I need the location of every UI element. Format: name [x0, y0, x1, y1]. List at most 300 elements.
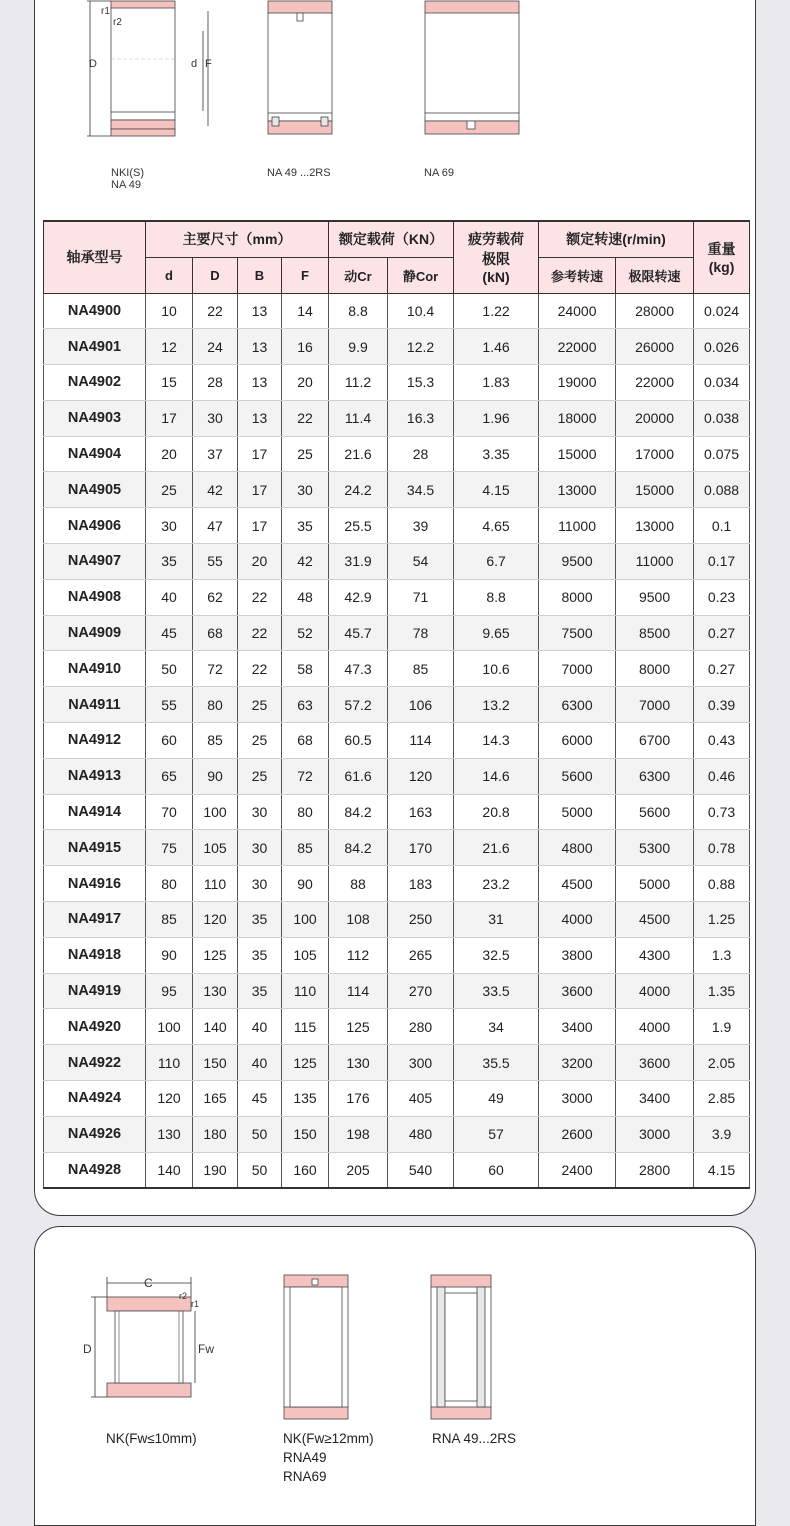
- table-cell: 130: [193, 973, 238, 1009]
- table-cell: 39: [388, 508, 454, 544]
- table-cell: 3400: [616, 1081, 694, 1117]
- table-cell: 8500: [616, 615, 694, 651]
- table-cell: 10.6: [454, 651, 539, 687]
- table-cell: 120: [146, 1081, 193, 1117]
- table-row: [44, 508, 750, 544]
- table-cell: 22: [238, 615, 282, 651]
- dim-D: D: [89, 58, 97, 70]
- table-cell: 1.9: [694, 1009, 750, 1045]
- table-cell: 10.4: [388, 293, 454, 329]
- table-cell: 90: [146, 937, 193, 973]
- table-cell: 9.9: [329, 329, 388, 365]
- header-main-dims: 主要尺寸（mm）: [146, 221, 329, 257]
- table-cell: 21.6: [329, 436, 388, 472]
- table-cell: 2.85: [694, 1081, 750, 1117]
- table-cell: 8000: [539, 579, 616, 615]
- table-cell: 90: [282, 866, 329, 902]
- table-row: [44, 329, 750, 365]
- dim-d: d: [191, 58, 198, 70]
- table-cell: 16.3: [388, 400, 454, 436]
- table-cell: 14.6: [454, 758, 539, 794]
- table-cell: 80: [193, 687, 238, 723]
- table-cell: 205: [329, 1152, 388, 1188]
- table-cell: 35: [238, 937, 282, 973]
- table-cell: 0.88: [694, 866, 750, 902]
- table-cell: 60: [146, 723, 193, 759]
- table-cell: 1.46: [454, 329, 539, 365]
- table-cell: 1.96: [454, 400, 539, 436]
- table-row: [44, 794, 750, 830]
- table-cell: 25: [238, 687, 282, 723]
- table-cell: 50: [238, 1152, 282, 1188]
- table-row: [44, 365, 750, 401]
- table-cell: 0.1: [694, 508, 750, 544]
- table-cell: 32.5: [454, 937, 539, 973]
- table-cell: 150: [282, 1116, 329, 1152]
- table-cell: 0.038: [694, 400, 750, 436]
- table-cell: 24: [193, 329, 238, 365]
- table-cell: 57: [454, 1116, 539, 1152]
- table-cell: 55: [193, 544, 238, 580]
- table-header-row-2: [44, 257, 750, 293]
- table-cell: 4.15: [454, 472, 539, 508]
- table-cell: 125: [193, 937, 238, 973]
- table-cell: 31.9: [329, 544, 388, 580]
- table-cell: 7000: [539, 651, 616, 687]
- table-cell: 22: [238, 651, 282, 687]
- header-D: D: [193, 257, 238, 293]
- table-cell: 75: [146, 830, 193, 866]
- table-cell: 3400: [539, 1009, 616, 1045]
- diagram-na69: [425, 1, 519, 134]
- table-cell: 25: [238, 758, 282, 794]
- table-cell: 1.35: [694, 973, 750, 1009]
- header-weight-l1: 重量: [707, 241, 736, 258]
- table-cell: 140: [146, 1152, 193, 1188]
- cell-model: NA4913: [44, 758, 146, 794]
- table-cell: 31: [454, 902, 539, 938]
- table-cell: 1.3: [694, 937, 750, 973]
- table-cell: 30: [146, 508, 193, 544]
- table-cell: 4000: [616, 1009, 694, 1045]
- table-cell: 6300: [539, 687, 616, 723]
- dim-C: C: [144, 1276, 153, 1290]
- table-cell: 135: [282, 1081, 329, 1117]
- table-cell: 100: [193, 794, 238, 830]
- table-cell: 30: [193, 400, 238, 436]
- table-cell: 4500: [539, 866, 616, 902]
- table-row: [44, 723, 750, 759]
- label-nk-large-l1: NK(Fw≥12mm): [283, 1431, 374, 1446]
- table-cell: 110: [282, 973, 329, 1009]
- table-cell: 22: [282, 400, 329, 436]
- table-row: [44, 472, 750, 508]
- table-cell: 105: [282, 937, 329, 973]
- table-cell: 3800: [539, 937, 616, 973]
- table-cell: 105: [193, 830, 238, 866]
- table-cell: 34: [454, 1009, 539, 1045]
- table-cell: 250: [388, 902, 454, 938]
- table-row: [44, 579, 750, 615]
- table-cell: 14.3: [454, 723, 539, 759]
- table-cell: 114: [329, 973, 388, 1009]
- dim-r2: r2: [113, 17, 122, 28]
- table-cell: 0.23: [694, 579, 750, 615]
- table-cell: 198: [329, 1116, 388, 1152]
- table-cell: 61.6: [329, 758, 388, 794]
- table-cell: 120: [388, 758, 454, 794]
- table-cell: 40: [238, 1009, 282, 1045]
- table-cell: 28: [193, 365, 238, 401]
- table-cell: 6300: [616, 758, 694, 794]
- table-cell: 130: [329, 1045, 388, 1081]
- table-cell: 45: [146, 615, 193, 651]
- header-d: d: [146, 257, 193, 293]
- header-model: 轴承型号: [44, 221, 146, 293]
- table-cell: 2800: [616, 1152, 694, 1188]
- cell-model: NA4907: [44, 544, 146, 580]
- table-cell: 3200: [539, 1045, 616, 1081]
- bearing-spec-table: [43, 220, 750, 1189]
- table-cell: 0.024: [694, 293, 750, 329]
- table-cell: 17000: [616, 436, 694, 472]
- label-nk-large-l3: RNA69: [283, 1469, 327, 1484]
- table-cell: 17: [238, 472, 282, 508]
- table-cell: 106: [388, 687, 454, 723]
- table-cell: 183: [388, 866, 454, 902]
- bottom-diagram-card: [34, 1226, 756, 1526]
- table-row: [44, 1045, 750, 1081]
- table-cell: 9500: [616, 579, 694, 615]
- table-row: [44, 1116, 750, 1152]
- cell-model: NA4901: [44, 329, 146, 365]
- table-cell: 5000: [616, 866, 694, 902]
- table-cell: 24000: [539, 293, 616, 329]
- dim-r2-b: r2: [179, 1291, 188, 1301]
- table-cell: 3000: [539, 1081, 616, 1117]
- cell-model: NA4912: [44, 723, 146, 759]
- table-cell: 63: [282, 687, 329, 723]
- table-cell: 25: [146, 472, 193, 508]
- dim-F: F: [205, 58, 212, 70]
- table-row: [44, 687, 750, 723]
- table-cell: 35: [146, 544, 193, 580]
- table-cell: 24.2: [329, 472, 388, 508]
- header-fatigue: [454, 221, 539, 293]
- dim-D-b: D: [83, 1342, 92, 1356]
- table-cell: 13000: [616, 508, 694, 544]
- table-cell: 190: [193, 1152, 238, 1188]
- table-cell: 6.7: [454, 544, 539, 580]
- label-nki: [111, 167, 144, 191]
- table-cell: 68: [282, 723, 329, 759]
- cell-model: NA4911: [44, 687, 146, 723]
- table-cell: 4.65: [454, 508, 539, 544]
- table-row: [44, 651, 750, 687]
- table-cell: 30: [238, 866, 282, 902]
- table-cell: 3600: [616, 1045, 694, 1081]
- table-cell: 22: [193, 293, 238, 329]
- cell-model: NA4906: [44, 508, 146, 544]
- table-cell: 40: [146, 579, 193, 615]
- diagram-rna49-2rs: [431, 1275, 491, 1419]
- cell-model: NA4908: [44, 579, 146, 615]
- table-cell: 80: [282, 794, 329, 830]
- table-cell: 480: [388, 1116, 454, 1152]
- table-cell: 25: [238, 723, 282, 759]
- table-cell: 13: [238, 365, 282, 401]
- table-cell: 2.05: [694, 1045, 750, 1081]
- table-cell: 110: [193, 866, 238, 902]
- table-cell: 90: [193, 758, 238, 794]
- header-weight-l2: (kg): [708, 259, 735, 276]
- table-cell: 3600: [539, 973, 616, 1009]
- table-row: [44, 866, 750, 902]
- table-cell: 0.78: [694, 830, 750, 866]
- table-cell: 30: [238, 794, 282, 830]
- dim-Fw: Fw: [198, 1342, 214, 1356]
- table-cell: 4300: [616, 937, 694, 973]
- table-cell: 71: [388, 579, 454, 615]
- table-row: [44, 1152, 750, 1188]
- table-cell: 34.5: [388, 472, 454, 508]
- cell-model: NA4910: [44, 651, 146, 687]
- header-fatigue-l1: 疲劳载荷: [468, 231, 525, 248]
- cell-model: NA4924: [44, 1081, 146, 1117]
- label-nki-line2: NA 49: [111, 179, 141, 191]
- table-cell: 405: [388, 1081, 454, 1117]
- table-cell: 150: [193, 1045, 238, 1081]
- table-cell: 300: [388, 1045, 454, 1081]
- table-cell: 1.22: [454, 293, 539, 329]
- table-cell: 50: [238, 1116, 282, 1152]
- table-cell: 163: [388, 794, 454, 830]
- table-cell: 15.3: [388, 365, 454, 401]
- table-cell: 21.6: [454, 830, 539, 866]
- table-row: [44, 400, 750, 436]
- table-cell: 22000: [616, 365, 694, 401]
- table-cell: 57.2: [329, 687, 388, 723]
- label-na69: NA 69: [424, 167, 454, 179]
- table-row: [44, 830, 750, 866]
- table-cell: 68: [193, 615, 238, 651]
- table-cell: 0.27: [694, 651, 750, 687]
- table-cell: 85: [193, 723, 238, 759]
- table-cell: 270: [388, 973, 454, 1009]
- table-cell: 0.088: [694, 472, 750, 508]
- label-nki-line1: NKI(S): [111, 167, 144, 179]
- table-cell: 80: [146, 866, 193, 902]
- label-rna49-2rs: RNA 49...2RS: [432, 1431, 517, 1446]
- diagram-nki: [87, 1, 212, 136]
- table-cell: 9500: [539, 544, 616, 580]
- table-cell: 0.39: [694, 687, 750, 723]
- table-row: [44, 758, 750, 794]
- table-cell: 84.2: [329, 830, 388, 866]
- cell-model: NA4900: [44, 293, 146, 329]
- table-cell: 4500: [616, 902, 694, 938]
- table-cell: 54: [388, 544, 454, 580]
- table-cell: 3.35: [454, 436, 539, 472]
- table-cell: 25: [282, 436, 329, 472]
- cell-model: NA4916: [44, 866, 146, 902]
- table-cell: 112: [329, 937, 388, 973]
- table-cell: 5600: [616, 794, 694, 830]
- diagram-na49-2rs: [268, 1, 332, 134]
- cell-model: NA4904: [44, 436, 146, 472]
- table-cell: 84.2: [329, 794, 388, 830]
- table-cell: 13: [238, 293, 282, 329]
- table-cell: 17: [238, 508, 282, 544]
- table-cell: 70: [146, 794, 193, 830]
- table-cell: 12: [146, 329, 193, 365]
- table-cell: 50: [146, 651, 193, 687]
- table-cell: 110: [146, 1045, 193, 1081]
- table-cell: 0.034: [694, 365, 750, 401]
- table-cell: 15: [146, 365, 193, 401]
- table-cell: 10: [146, 293, 193, 329]
- cell-model: NA4915: [44, 830, 146, 866]
- header-fatigue-l2: 极限: [482, 251, 511, 268]
- table-cell: 20.8: [454, 794, 539, 830]
- table-cell: 30: [282, 472, 329, 508]
- bearing-drawings-bottom: [35, 1227, 755, 1497]
- table-cell: 72: [193, 651, 238, 687]
- table-cell: 6700: [616, 723, 694, 759]
- table-cell: 58: [282, 651, 329, 687]
- header-rated-speed: 额定转速(r/min): [539, 221, 694, 257]
- table-cell: 12.2: [388, 329, 454, 365]
- header-weight: [694, 221, 750, 293]
- cell-model: NA4909: [44, 615, 146, 651]
- table-cell: 7000: [616, 687, 694, 723]
- table-cell: 14: [282, 293, 329, 329]
- table-cell: 62: [193, 579, 238, 615]
- table-cell: 125: [282, 1045, 329, 1081]
- table-cell: 5600: [539, 758, 616, 794]
- table-cell: 22: [238, 579, 282, 615]
- table-cell: 22000: [539, 329, 616, 365]
- table-cell: 15000: [616, 472, 694, 508]
- table-cell: 17: [238, 436, 282, 472]
- dim-r1-b: r1: [191, 1299, 200, 1309]
- table-cell: 4000: [616, 973, 694, 1009]
- table-row: [44, 1081, 750, 1117]
- table-cell: 130: [146, 1116, 193, 1152]
- label-na49-2rs: NA 49 ...2RS: [267, 167, 331, 179]
- cell-model: NA4917: [44, 902, 146, 938]
- table-cell: 108: [329, 902, 388, 938]
- table-cell: 45: [238, 1081, 282, 1117]
- table-cell: 0.27: [694, 615, 750, 651]
- table-cell: 8.8: [329, 293, 388, 329]
- header-ref-speed: 参考转速: [539, 257, 616, 293]
- cell-model: NA4926: [44, 1116, 146, 1152]
- table-cell: 0.075: [694, 436, 750, 472]
- table-cell: 9.65: [454, 615, 539, 651]
- table-cell: 540: [388, 1152, 454, 1188]
- table-cell: 5300: [616, 830, 694, 866]
- table-cell: 23.2: [454, 866, 539, 902]
- table-cell: 4000: [539, 902, 616, 938]
- table-cell: 11.2: [329, 365, 388, 401]
- table-cell: 6000: [539, 723, 616, 759]
- table-cell: 26000: [616, 329, 694, 365]
- table-cell: 18000: [539, 400, 616, 436]
- table-cell: 176: [329, 1081, 388, 1117]
- table-cell: 5000: [539, 794, 616, 830]
- top-spec-card: [34, 0, 756, 1216]
- table-cell: 180: [193, 1116, 238, 1152]
- header-cr: 动Cr: [329, 257, 388, 293]
- table-cell: 65: [146, 758, 193, 794]
- label-nk-small: NK(Fw≤10mm): [106, 1431, 197, 1446]
- table-cell: 15000: [539, 436, 616, 472]
- table-cell: 140: [193, 1009, 238, 1045]
- table-cell: 48: [282, 579, 329, 615]
- table-cell: 88: [329, 866, 388, 902]
- table-cell: 35: [238, 902, 282, 938]
- table-cell: 120: [193, 902, 238, 938]
- table-cell: 13: [238, 400, 282, 436]
- cell-model: NA4922: [44, 1045, 146, 1081]
- table-cell: 0.46: [694, 758, 750, 794]
- label-nk-large-l2: RNA49: [283, 1450, 327, 1465]
- table-cell: 49: [454, 1081, 539, 1117]
- table-cell: 165: [193, 1081, 238, 1117]
- table-row: [44, 973, 750, 1009]
- table-cell: 28: [388, 436, 454, 472]
- table-cell: 20: [238, 544, 282, 580]
- table-row: [44, 1009, 750, 1045]
- table-cell: 20: [282, 365, 329, 401]
- table-cell: 85: [282, 830, 329, 866]
- table-cell: 95: [146, 973, 193, 1009]
- table-cell: 20000: [616, 400, 694, 436]
- table-cell: 115: [282, 1009, 329, 1045]
- table-cell: 85: [146, 902, 193, 938]
- table-cell: 8000: [616, 651, 694, 687]
- table-cell: 0.026: [694, 329, 750, 365]
- table-cell: 265: [388, 937, 454, 973]
- cell-model: NA4928: [44, 1152, 146, 1188]
- table-cell: 33.5: [454, 973, 539, 1009]
- table-cell: 170: [388, 830, 454, 866]
- table-row: [44, 293, 750, 329]
- cell-model: NA4919: [44, 973, 146, 1009]
- table-cell: 72: [282, 758, 329, 794]
- table-cell: 3000: [616, 1116, 694, 1152]
- table-cell: 37: [193, 436, 238, 472]
- diagram-nk-large: [284, 1275, 348, 1419]
- header-cor: 静Cor: [388, 257, 454, 293]
- table-cell: 11.4: [329, 400, 388, 436]
- table-row: [44, 902, 750, 938]
- table-cell: 17: [146, 400, 193, 436]
- table-cell: 4.15: [694, 1152, 750, 1188]
- table-cell: 13000: [539, 472, 616, 508]
- diagram-nk-small: [83, 1276, 214, 1397]
- cell-model: NA4918: [44, 937, 146, 973]
- table-cell: 25.5: [329, 508, 388, 544]
- table-cell: 114: [388, 723, 454, 759]
- table-cell: 47: [193, 508, 238, 544]
- cell-model: NA4920: [44, 1009, 146, 1045]
- header-B: B: [238, 257, 282, 293]
- dim-r1: r1: [101, 6, 110, 17]
- table-cell: 13.2: [454, 687, 539, 723]
- table-cell: 85: [388, 651, 454, 687]
